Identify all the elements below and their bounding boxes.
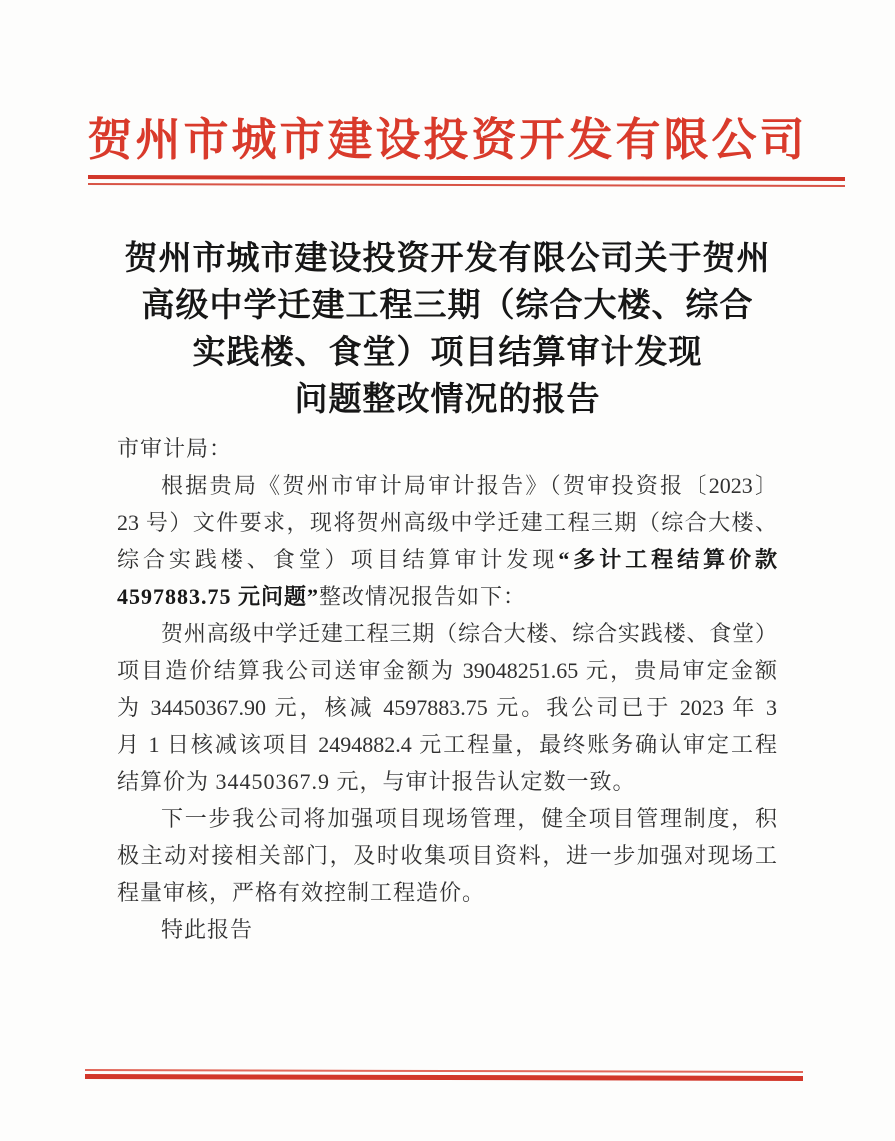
title-line: 实践楼、食堂）项目结算审计发现 xyxy=(192,335,703,371)
audit-finding-bold-text: “多计工程结算价款 xyxy=(558,547,777,572)
paragraph-line xyxy=(117,874,777,911)
paragraph-line xyxy=(117,467,777,504)
paragraph-text: 程量审核，严格有效控制工程造价。 xyxy=(117,880,486,905)
letterhead-company-name: 贺州市城市建设投资开发有限公司 xyxy=(87,115,808,165)
audit-finding-bold-amount: 4597883.75 元问题” xyxy=(117,584,320,609)
paragraph-text: 月 1 日核减该项目 2494882.4 元工程量，最终账务确认审定工程 xyxy=(117,732,777,757)
paragraph-line xyxy=(117,837,777,874)
paragraph-text: 贺州高级中学迁建工程三期（综合大楼、综合实践楼、食堂） xyxy=(161,621,777,646)
paragraph-text: 极主动对接相关部门，及时收集项目资料，进一步加强对现场工 xyxy=(117,843,777,868)
title-line: 高级中学迁建工程三期（综合大楼、综合 xyxy=(141,288,754,324)
footer-double-rule xyxy=(85,1069,803,1081)
paragraph-line xyxy=(117,689,777,726)
salutation: 市审计局： xyxy=(117,436,233,461)
title-line: 问题整改情况的报告 xyxy=(294,382,601,418)
paragraph-line xyxy=(117,615,777,652)
paragraph-line xyxy=(117,726,777,763)
letter-body xyxy=(117,430,777,948)
paragraph-line xyxy=(117,763,777,800)
letterhead-double-rule xyxy=(88,175,845,187)
paragraph-text: 结算价为 34450367.9 元，与审计报告认定数一致。 xyxy=(117,769,636,794)
paragraph-text: 23 号）文件要求，现将贺州高级中学迁建工程三期（综合大楼、 xyxy=(117,510,777,535)
paragraph-line xyxy=(117,541,777,578)
paragraph-text: 项目造价结算我公司送审金额为 39048251.65 元，贵局审定金额 xyxy=(117,658,777,683)
closing-phrase: 特此报告 xyxy=(161,917,254,942)
paragraph-line xyxy=(117,800,777,837)
paragraph-text: 综合实践楼、食堂）项目结算审计发现 xyxy=(117,547,559,572)
paragraph-text: 整改情况报告如下： xyxy=(319,584,527,609)
paragraph-text: 为 34450367.90 元，核减 4597883.75 元。我公司已于 2023 年 3 xyxy=(117,695,777,720)
paragraph-text: 下一步我公司将加强项目现场管理，健全项目管理制度，积 xyxy=(161,806,777,831)
document-title xyxy=(0,236,895,424)
paragraph-text: 根据贵局《贺州市审计局审计报告》（贺审投资报〔2023〕 xyxy=(161,473,777,498)
paragraph-line xyxy=(117,578,777,615)
paragraph-line xyxy=(117,652,777,689)
paragraph-line xyxy=(117,504,777,541)
title-line: 贺州市城市建设投资开发有限公司关于贺州 xyxy=(124,241,771,277)
